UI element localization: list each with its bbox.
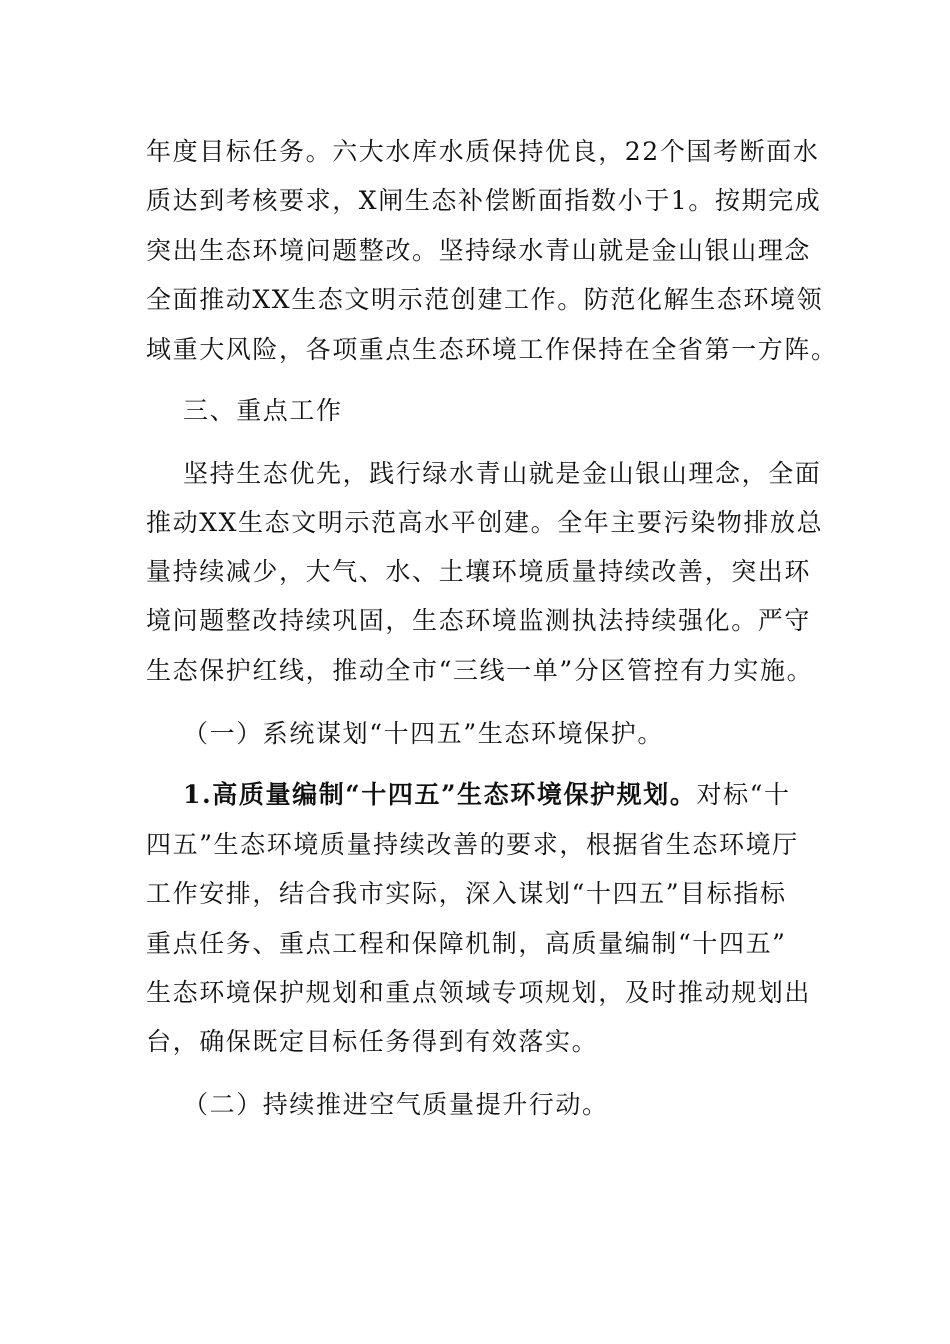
item-title: 1.高质量编制“十四五”生态环境保护规划。 — [183, 780, 697, 809]
subheading: （一）系统谋划“十四五”生态环境保护。 — [183, 719, 664, 748]
paragraph-line: 突出生态环境问题整改。坚持绿水青山就是金山银山理念 — [146, 236, 812, 265]
subheading: （二）持续推进空气质量提升行动。 — [183, 1090, 609, 1119]
paragraph-line: 域重大风险，各项重点生态环境工作保持在全省第一方阵。 — [146, 335, 838, 364]
paragraph-line: 生态环境保护规划和重点领域专项规划，及时推动规划出 — [146, 978, 812, 1007]
paragraph-line: 坚持生态优先，践行绿水青山就是金山银山理念，全面 — [183, 459, 822, 488]
paragraph-line: 台，确保既定目标任务得到有效落实。 — [146, 1027, 599, 1056]
paragraph-line: 重点任务、重点工程和保障机制，高质量编制“十四五” — [146, 929, 787, 958]
paragraph-line: 质达到考核要求，X闸生态补偿断面指数小于1。按期完成 — [146, 186, 822, 215]
paragraph-line: 年度目标任务。六大水库水质保持优良，22个国考断面水 — [146, 137, 820, 166]
paragraph-line: 工作安排，结合我市实际，深入谋划“十四五”目标指标 — [146, 879, 787, 908]
section-heading: 三、重点工作 — [183, 396, 343, 425]
paragraph-line: 四五”生态环境质量持续改善的要求，根据省生态环境厅 — [146, 830, 799, 859]
paragraph-line: 生态保护红线，推动全市“三线一单”分区管控有力实施。 — [146, 656, 814, 685]
paragraph-line: 量持续减少，大气、水、土壤环境质量持续改善，突出环 — [146, 557, 812, 586]
paragraph-line: 境问题整改持续巩固，生态环境监测执法持续强化。严守 — [146, 606, 812, 635]
item-text: 对标“十 — [696, 780, 791, 809]
paragraph-line: 推动XX生态文明示范高水平创建。全年主要污染物排放总 — [146, 508, 824, 537]
item-first-line — [183, 780, 791, 810]
paragraph-line: 全面推动XX生态文明示范创建工作。防范化解生态环境领 — [146, 285, 824, 314]
